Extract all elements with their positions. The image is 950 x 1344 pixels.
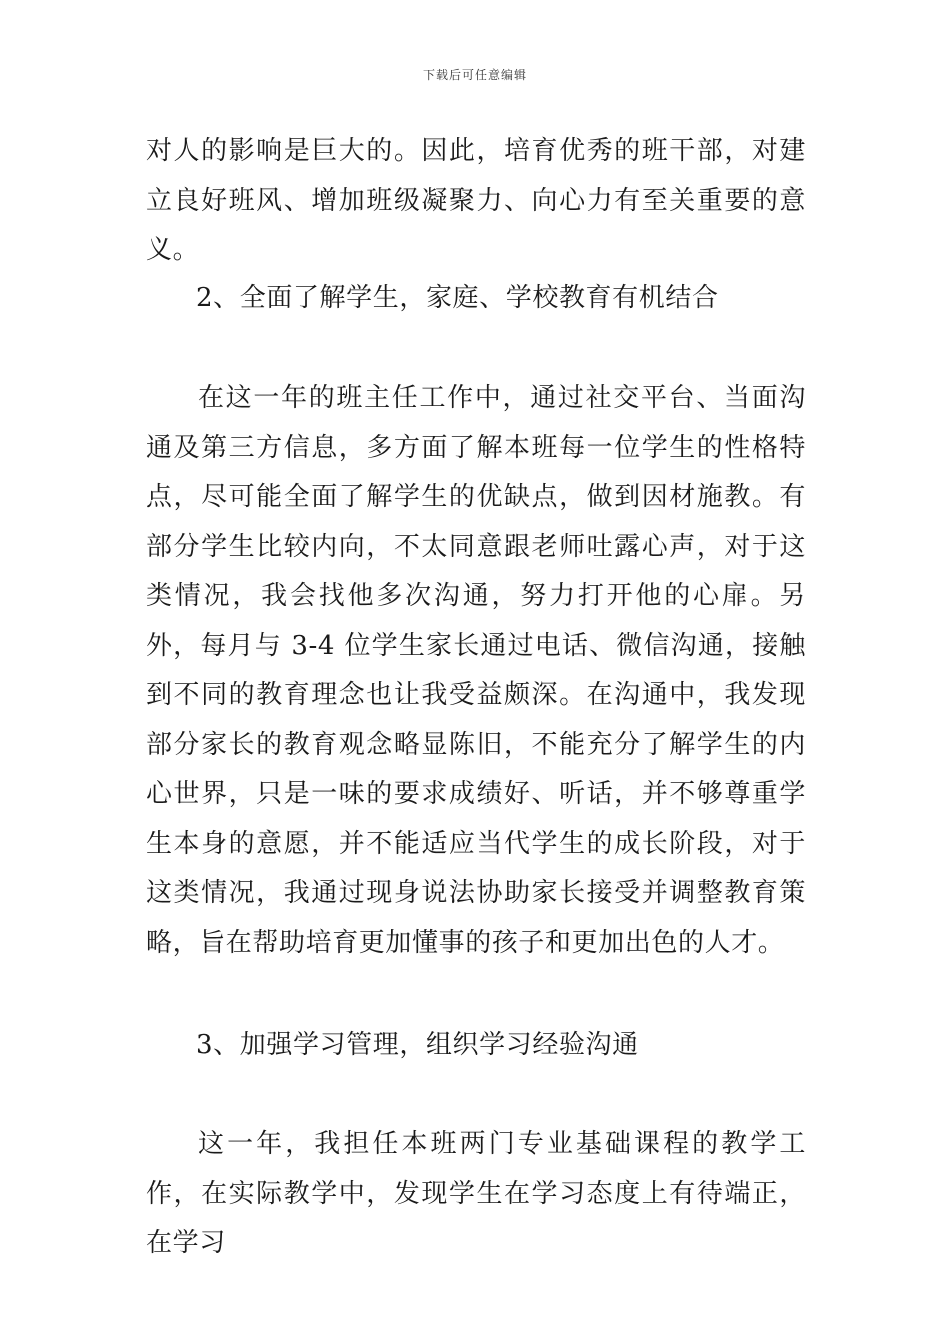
header-note: 下载后可任意编辑 <box>422 68 527 82</box>
paragraph-3: 这一年，我担任本班两门专业基础课程的教学工作，在实际教学中，发现学生在学习态度上有待端正，在学习 <box>146 1129 806 1258</box>
paragraph-1: 对人的影响是巨大的。因此，培育优秀的班干部，对建立良好班风、增加班级凝聚力、向心力有至关重要的意义。 <box>146 136 806 265</box>
section-heading-3: 3、加强学习管理，组织学习经验沟通 <box>196 1030 639 1060</box>
paragraph-2: 在这一年的班主任工作中，通过社交平台、当面沟通及第三方信息，多方面了解本班每一位学生的性格特点，尽可能全面了解学生的优缺点，做到因材施教。有部分学生比较内向，不太同意跟老师吐露心声，对于这类情况，我会找他多次沟通，努力打开他的心扉。另外，每月与 3-4 位学生家长通过电话、微信沟通，接触到不同的教育理念也让我受益颇深。在沟通中，我发现部分家长的教育观念略显陈旧，不能充分了解学生的内心世界，只是一味的要求成绩好、听话，并不够尊重学生本身的意愿，并不能适应当代学生的成长阶段，对于这类情况，我通过现身说法协助家长接受并调整教育策略，旨在帮助培育更加懂事的孩子和更加出色的人才。 <box>146 383 806 958</box>
section-heading-2: 2、全面了解学生，家庭、学校教育有机结合 <box>196 283 719 313</box>
